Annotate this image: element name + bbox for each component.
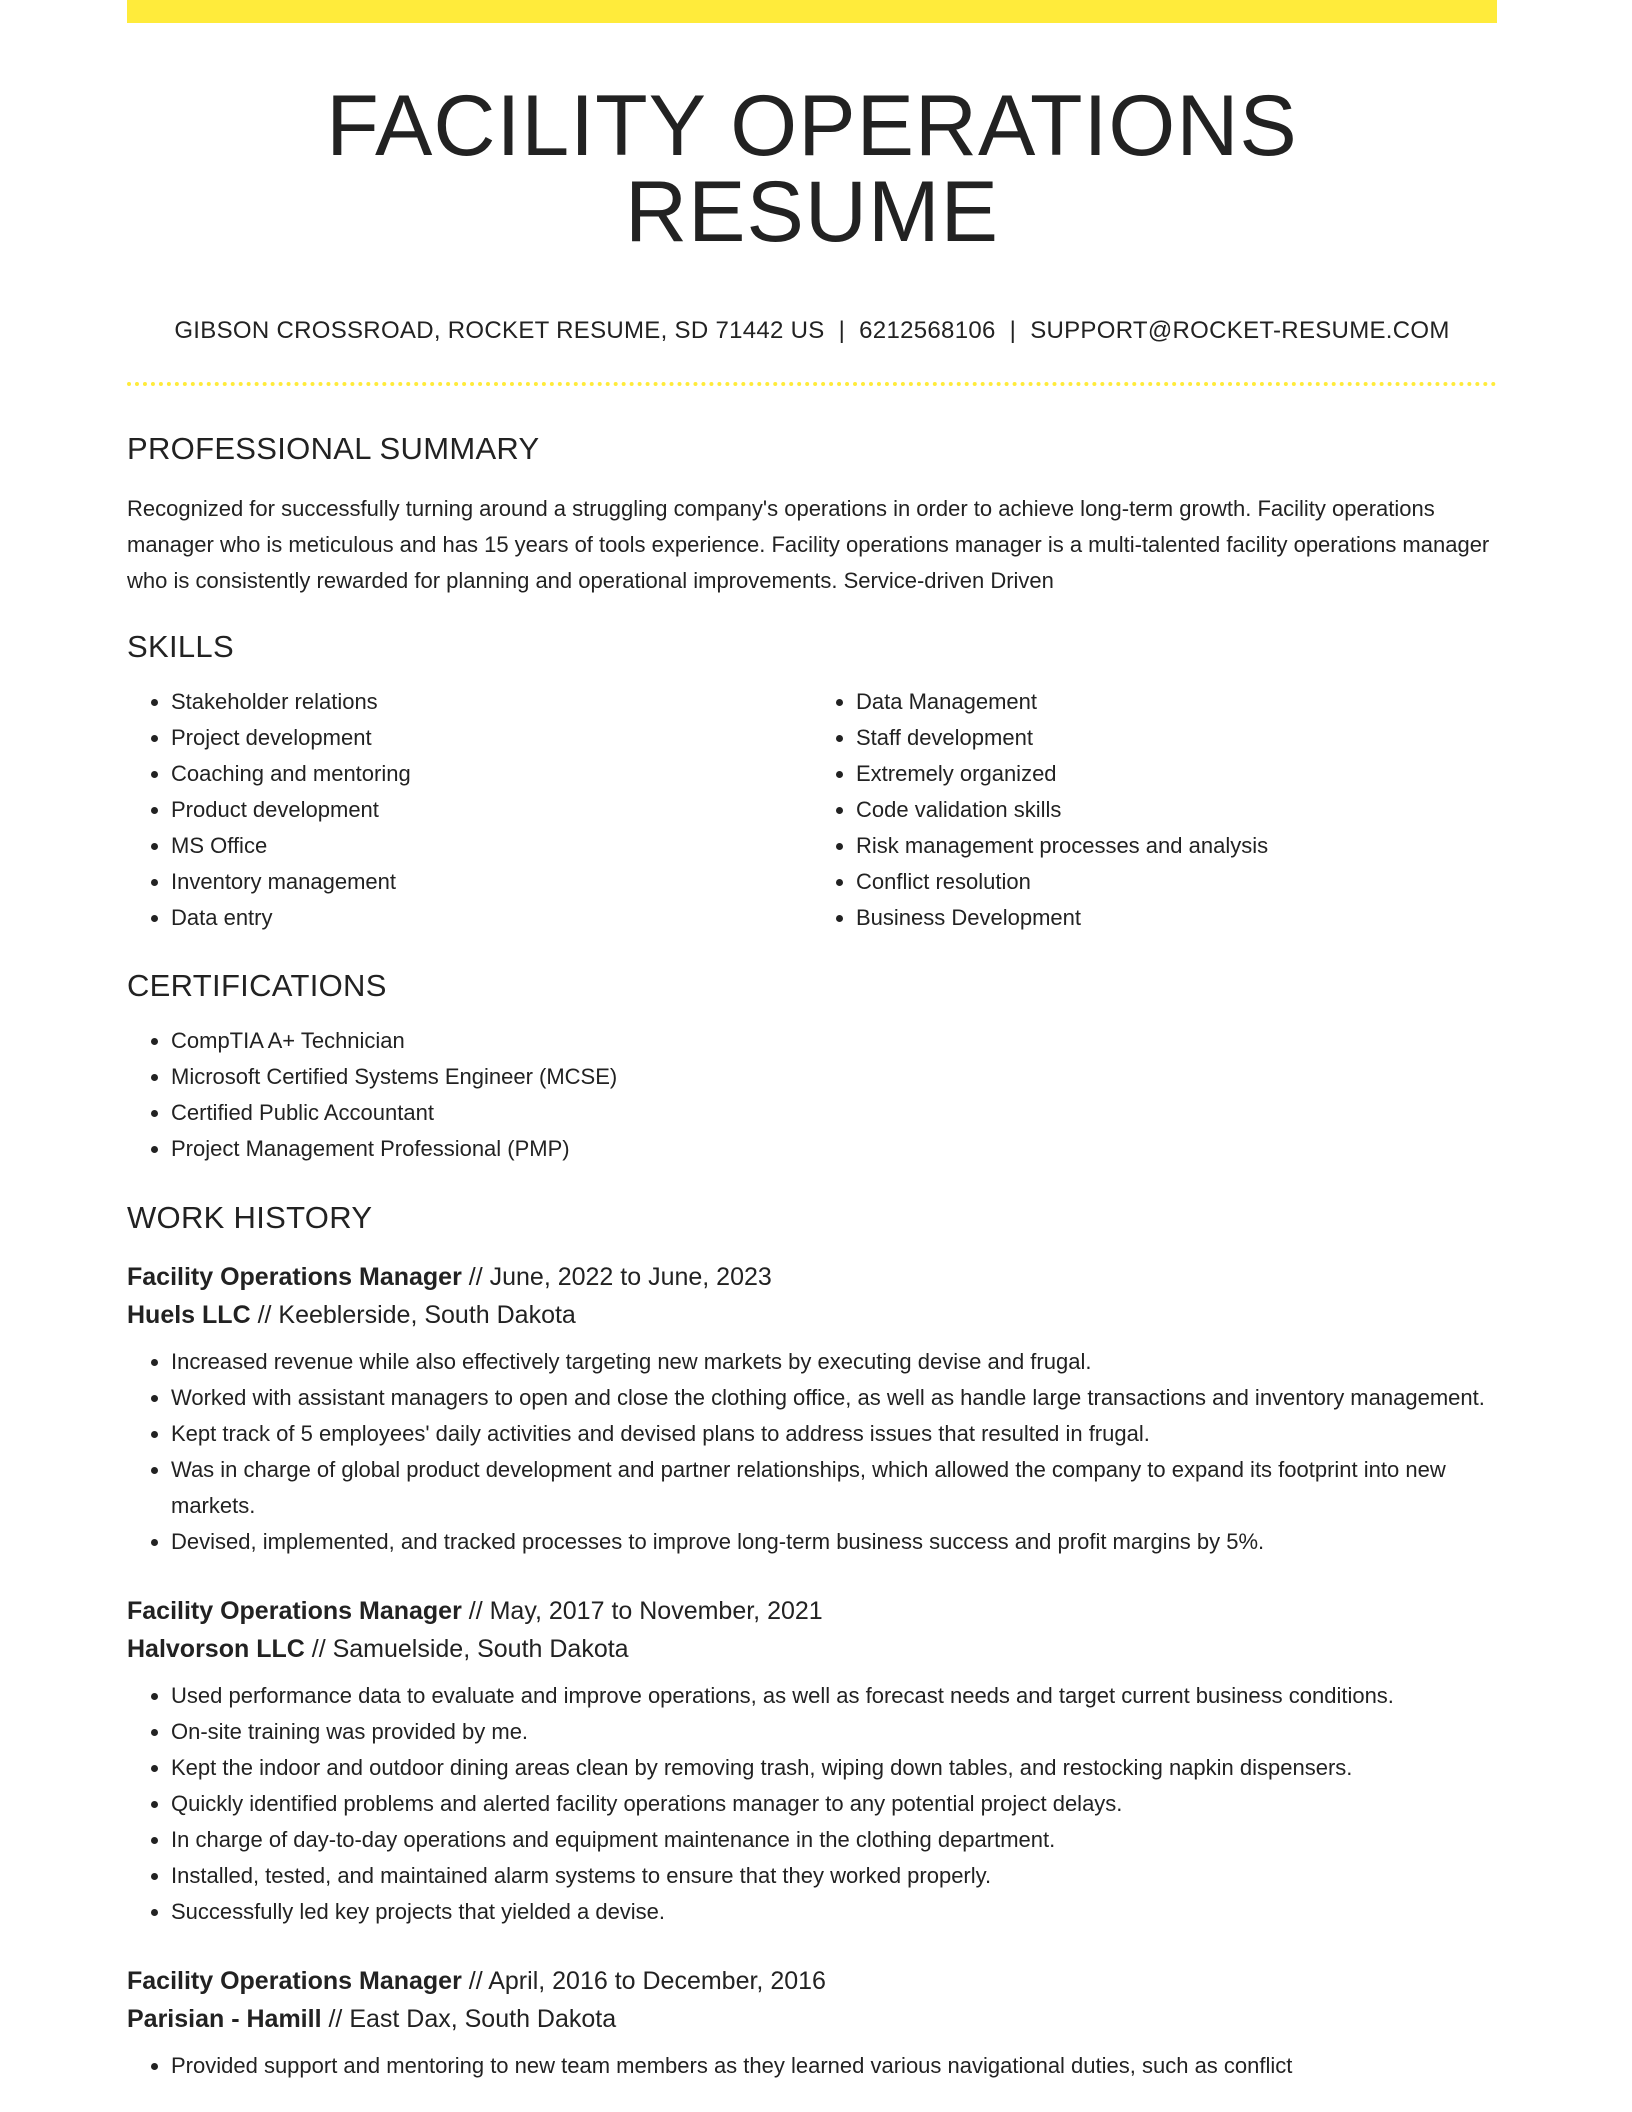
job-bullet: • Used performance data to evaluate and improve operations, as well as forecast needs and target current business conditions. [171,1678,1497,1714]
skill-item: • Extremely organized [856,756,1497,792]
contact-separator: | [1009,317,1017,344]
contact-phone: 6212568106 [859,317,996,344]
job-company: Parisian - Hamill [127,2005,322,2033]
skills-list-right [812,684,1497,936]
job-company-line [127,1296,1497,1334]
skill-item: • Staff development [856,720,1497,756]
skill-item: • Business Development [856,900,1497,936]
job-bullet: • Kept the indoor and outdoor dining areas clean by removing trash, wiping down tables, and restocking napkin dispensers. [171,1750,1497,1786]
skill-item: • Risk management processes and analysis [856,828,1497,864]
certification-item: • Project Management Professional (PMP) [171,1131,1497,1167]
job-dates: // May, 2017 to November, 2021 [461,1597,823,1625]
job-entry [127,1592,1497,1930]
summary-heading: PROFESSIONAL SUMMARY [127,431,540,466]
job-entry [127,1258,1497,1560]
dotted-divider [127,382,1497,386]
job-title-line [127,1258,1497,1296]
skill-item: • MS Office [171,828,812,864]
certifications-heading: CERTIFICATIONS [127,968,387,1003]
job-bullet: • On-site training was provided by me. [171,1714,1497,1750]
work-history-heading: WORK HISTORY [127,1200,373,1235]
skills-list-left [127,684,812,936]
job-bullets [127,1678,1497,1930]
job-title-line [127,1592,1497,1630]
job-bullet: • Devised, implemented, and tracked processes to improve long-term business success and profit margins by 5%. [171,1524,1497,1560]
skill-item: • Conflict resolution [856,864,1497,900]
skill-item: • Stakeholder relations [171,684,812,720]
job-bullet: • Worked with assistant managers to open and close the clothing office, as well as handle large transactions and inventory management. [171,1380,1497,1416]
job-location: // Samuelside, South Dakota [304,1635,629,1663]
skill-item: • Project development [171,720,812,756]
skills-columns [127,684,1497,936]
job-title: Facility Operations Manager [127,1263,462,1291]
contact-separator: | [838,317,846,344]
skill-item: • Data Management [856,684,1497,720]
certification-item: • Microsoft Certified Systems Engineer (MCSE) [171,1059,1497,1095]
job-bullet: • In charge of day-to-day operations and equipment maintenance in the clothing department. [171,1822,1497,1858]
top-accent-bar [127,0,1497,23]
resume-title: FACILITY OPERATIONS RESUME [326,78,1298,260]
job-bullet: • Successfully led key projects that yielded a devise. [171,1894,1497,1930]
skill-item: • Code validation skills [856,792,1497,828]
contact-address: GIBSON CROSSROAD, ROCKET RESUME, SD 71442 US [174,317,825,344]
job-company-line [127,1630,1497,1668]
job-location: // East Dax, South Dakota [321,2005,617,2033]
skill-item: • Inventory management [171,864,812,900]
skill-item: • Product development [171,792,812,828]
job-bullet: • Kept track of 5 employees' daily activities and devised plans to address issues that resulted in frugal. [171,1416,1497,1452]
job-company: Halvorson LLC [127,1635,305,1663]
certifications-list [127,1023,1497,1167]
contact-email: SUPPORT@ROCKET-RESUME.COM [1030,317,1450,344]
certification-item: • Certified Public Accountant [171,1095,1497,1131]
skill-item: • Coaching and mentoring [171,756,812,792]
job-company-line [127,2000,1497,2038]
resume-content [127,23,1497,2084]
job-company: Huels LLC [127,1301,251,1329]
certification-item: • CompTIA A+ Technician [171,1023,1497,1059]
job-bullet: • Increased revenue while also effectively targeting new markets by executing devise and frugal. [171,1344,1497,1380]
job-location: // Keeblerside, South Dakota [250,1301,576,1329]
job-entry [127,1962,1497,2084]
job-bullets [127,1344,1497,1560]
job-dates: // June, 2022 to June, 2023 [461,1263,772,1291]
job-bullet: • Installed, tested, and maintained alarm systems to ensure that they worked properly. [171,1858,1497,1894]
skills-heading: SKILLS [127,629,234,664]
job-bullet: • Was in charge of global product development and partner relationships, which allowed the company to expand its footprint into new markets. [171,1452,1497,1524]
contact-line [127,317,1497,345]
job-bullet: • Quickly identified problems and alerted facility operations manager to any potential project delays. [171,1786,1497,1822]
job-dates: // April, 2016 to December, 2016 [461,1967,826,1995]
summary-text: Recognized for successfully turning around a struggling company's operations in order to achieve long-term growth. Facility operations manager who is meticulous and has 15 years of tools experience. Facility operations manager is a multi-talented facility operations manager who is consistently rewarded for planning and operational improvements. Service-driven Driven [127,496,1490,593]
job-title: Facility Operations Manager [127,1597,462,1625]
job-bullet: • Provided support and mentoring to new team members as they learned various navigational duties, such as conflict [171,2048,1497,2084]
job-title: Facility Operations Manager [127,1967,462,1995]
job-title-line [127,1962,1497,2000]
skill-item: • Data entry [171,900,812,936]
job-bullets [127,2048,1497,2084]
